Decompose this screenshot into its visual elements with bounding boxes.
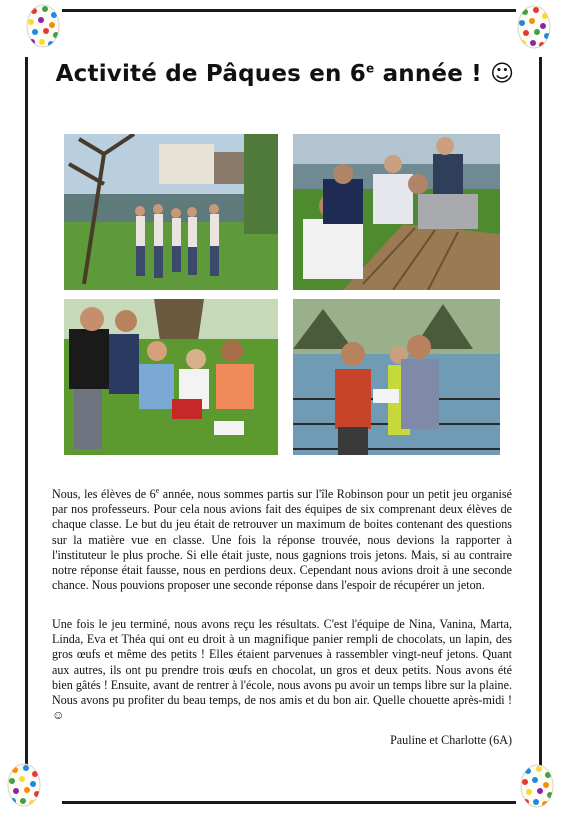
photo-group-picnic-table: [293, 134, 500, 290]
frame-left-line: [25, 57, 28, 767]
title-text-end: année ! ☺: [374, 61, 515, 87]
article-paragraph-1: [52, 487, 512, 593]
photo-group-riverside: [64, 134, 278, 290]
paragraph-1-superscript: e: [155, 485, 160, 495]
article-paragraph-2: Une fois le jeu terminé, nous avons reçu les résultats. C'est l'équipe de Nina, Vanina, Marta, Linda, Eva et Théa qui ont eu droit à un magnifique panier rempli de chocolats, un lapin, des gros œufs et même des petits ! Elles étaient parvenues à rassembler vingt-neuf jetons. Quant aux autres, ils ont pu prendre trois œufs en chocolat, un gros et deux petits. Nous avons été bien gâtés ! Ensuite, avant de rentrer à l'école, nous avons pu avoir un temps libre sur la plaine. Nous avons pu profiter du beau temps, de nos amis et du bon air. Quelle chouette après-midi ! ☺: [52, 617, 512, 723]
easter-egg-icon: [25, 1, 61, 49]
easter-egg-icon: [6, 760, 42, 808]
photo-group-sitting-on-grass: [64, 299, 278, 455]
title-superscript: e: [366, 61, 375, 76]
easter-egg-icon: [516, 2, 552, 50]
author-signature: Pauline et Charlotte (6A): [390, 733, 512, 747]
frame-bottom-line: [62, 801, 516, 804]
photo-group-river-railing: [293, 299, 500, 455]
paragraph-1-start: Nous, les élèves de 6: [52, 487, 156, 501]
title-text-start: Activité de Pâques en 6: [55, 61, 367, 87]
easter-egg-icon: [519, 761, 555, 809]
frame-right-line: [539, 57, 542, 767]
frame-top-line: [62, 9, 516, 12]
paragraph-1-rest: année, nous sommes partis sur l'île Robinson pour un petit jeu organisé par nos professeurs. Pour cela nous avions fait des équipes de six comprenant deux élèves de chaque classe. Le but du jeu était de retrouver un maximum de boites contenant des questions sur la matière vue en classe. Une fois la réponse trouvée, nous devions la rapporter à l'instituteur le plus proche. Si elle était juste, nous gagnions trois jetons. Mais, si au contraire notre réponse était fausse, nous en perdions deux. Cependant nous avions droit à une seconde chance. Nous pouvions proposer une seconde réponse dans l'espoir de récupérer un jeton.: [52, 487, 512, 593]
page-title: [0, 61, 570, 87]
